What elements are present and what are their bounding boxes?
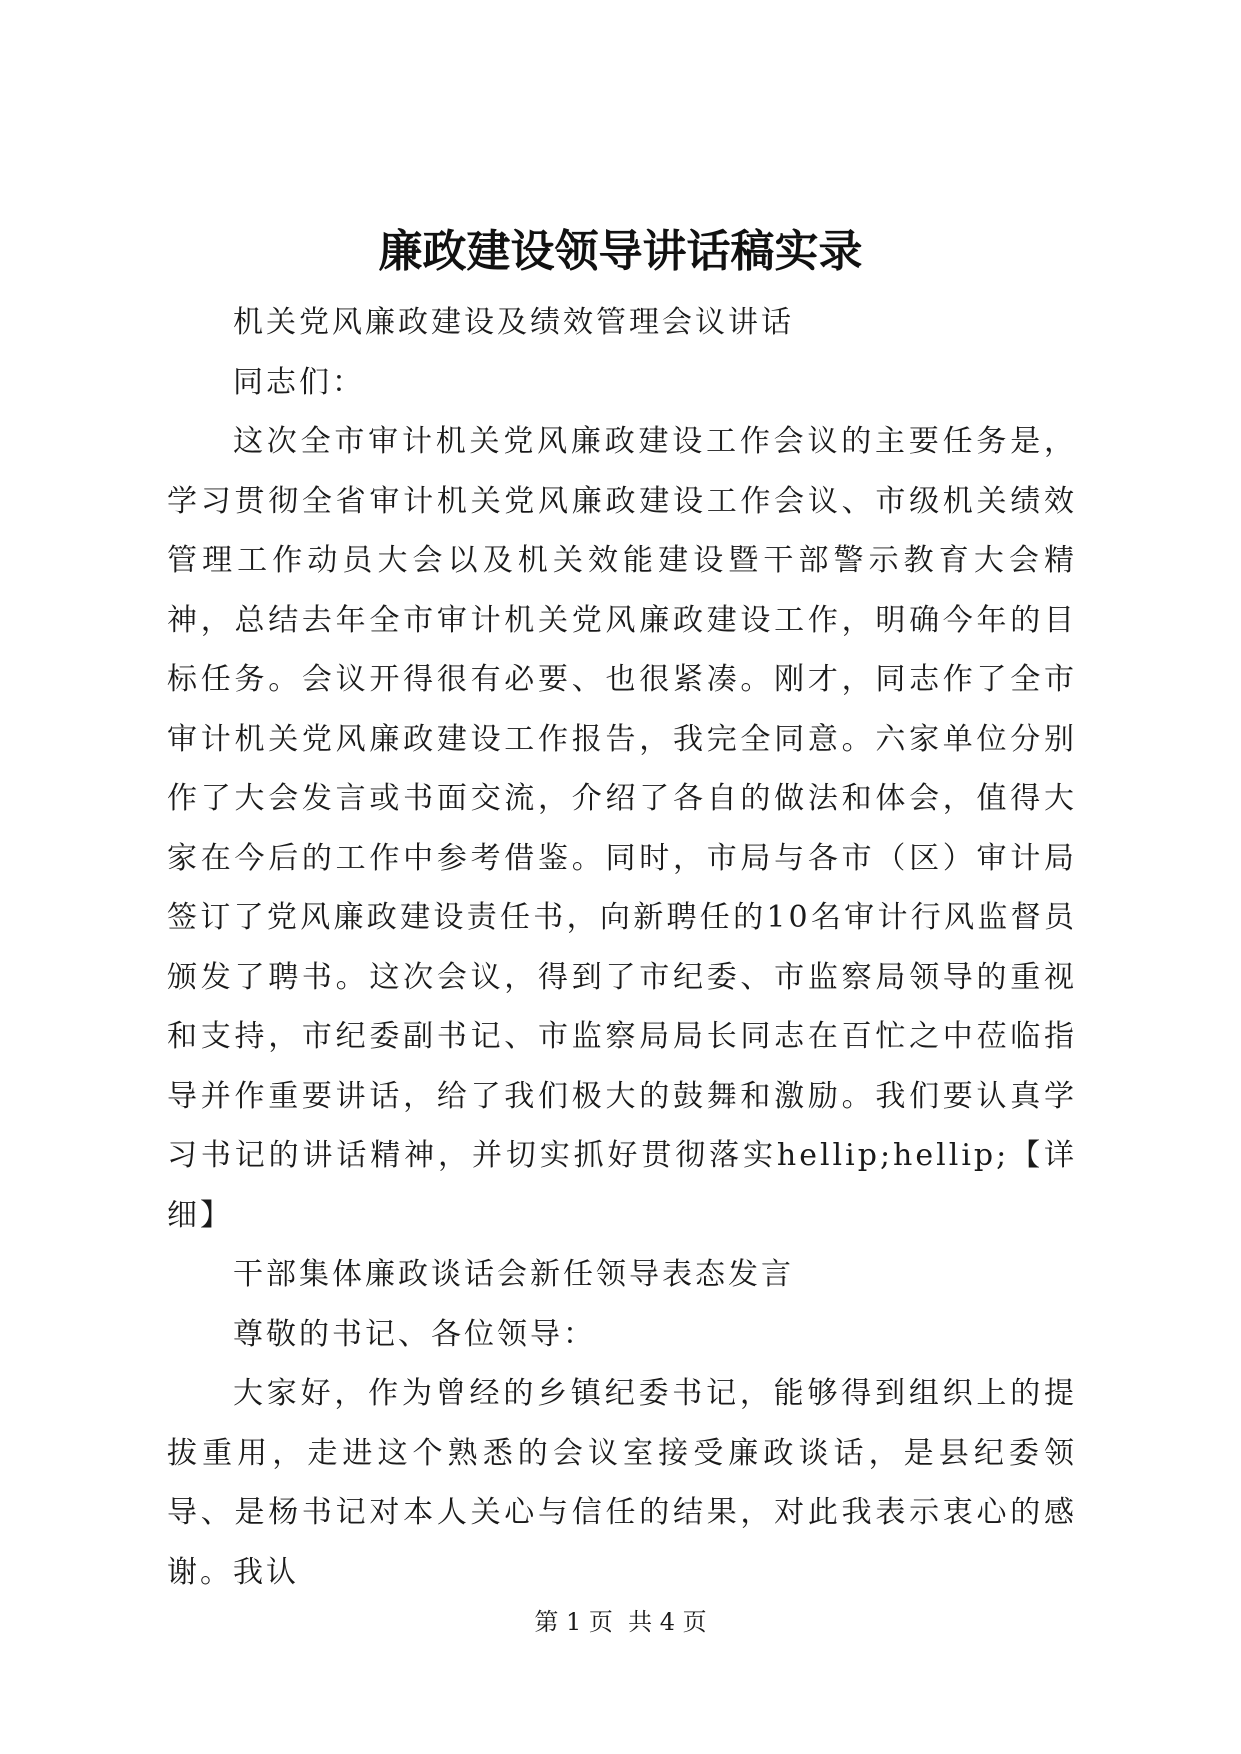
salutation: 尊敬的书记、各位领导： <box>233 1316 596 1352</box>
document-title: 廉政建设领导讲话稿实录 <box>378 226 863 277</box>
body-paragraph: 大家好，作为曾经的乡镇纪委书记，能够得到组织上的提拔重用，走进这个熟悉的会议室接受廉政谈话，是县纪委领导、是杨书记对本人关心与信任的结果，对此我表示衷心的感谢。我认 <box>167 1376 1077 1590</box>
document-body <box>167 293 1077 1602</box>
body-paragraph: 这次全市审计机关党风廉政建设工作会议的主要任务是，学习贯彻全省审计机关党风廉政建设工作会议、市级机关绩效管理工作动员大会以及机关效能建设暨干部警示教育大会精神，总结去年全市审计机关党风廉政建设工作，明确今年的目标任务。会议开得很有必要、也很紧凑。刚才，同志作了全市审计机关党风廉政建设工作报告，我完全同意。六家单位分别作了大会发言或书面交流，介绍了各自的做法和体会，值得大家在今后的工作中参考借鉴。同时，市局与各市（区）审计局签订了党风廉政建设责任书，向新聘任的10名审计行风监督员颁发了聘书。这次会议，得到了市纪委、市监察局领导的重视和支持，市纪委副书记、市监察局局长同志在百忙之中莅临指导并作重要讲话，给了我们极大的鼓舞和激励。我们要认真学习书记的讲话精神，并切实抓好贯彻落实hellip;hellip;【详细】 <box>167 424 1077 1233</box>
page-number: 第 1 页 共 4 页 <box>534 1608 707 1636</box>
salutation: 同志们： <box>233 364 365 400</box>
section-heading-meeting-speech: 机关党风廉政建设及绩效管理会议讲话 <box>233 305 794 340</box>
section-heading-statement: 干部集体廉政谈话会新任领导表态发言 <box>233 1257 794 1292</box>
page-footer <box>0 1606 1241 1638</box>
